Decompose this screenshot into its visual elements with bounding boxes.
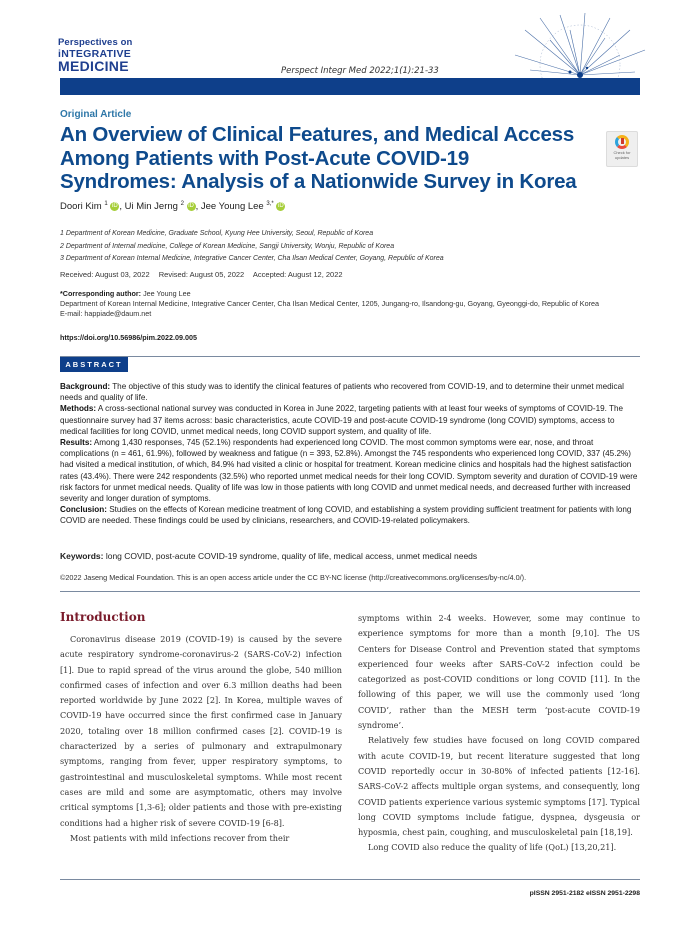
accepted-date: Accepted: August 12, 2022 [252, 270, 343, 279]
article-dates [60, 270, 350, 279]
doi-link[interactable]: https://doi.org/10.56986/pim.2022.09.005 [60, 333, 198, 342]
abstract-section-label: Results: [60, 438, 93, 448]
introduction-heading: Introduction [60, 610, 146, 624]
abstract-section-text: A cross-sectional national survey was conducted in Korea in June 2022, targeting patients with at least four weeks of symptoms of COVID-19. The questionnaire survey had 37 items across: basic characteristics, acute COVID-19 and post-acute COVID-19 syndrome (long COVID) symptoms, access to medical facilities for long COVID, unmet medical needs, long COVID support system, and quality of life. [60, 404, 624, 436]
license-text: ©2022 Jaseng Medical Foundation. This is an open access article under the CC BY-NC license (http://creativecommons.org/licenses/by-nc/4.0/). [60, 573, 527, 582]
paragraph: Relatively few studies have focused on long COVID compared with acute COVID-19, but recent literature suggested that long COVID reportedly occur in 30-80% of infected patients [12-16]. SARS-CoV-2 affects multiple organ systems, and consequently, long COVID patients experience various systemic symptoms [17]. Typical long COVID symptoms include fatigue, dyspnea, dysgeusia or hyposmia, chest pain, coughing, and musculoskeletal pain [18,19]. [358, 735, 640, 838]
article-type: Original Article [60, 109, 132, 120]
abstract-conclusion [60, 504, 640, 526]
footer-rule [60, 879, 640, 880]
keywords [60, 551, 477, 561]
journal-citation: Perspect Integr Med 2022;1(1):21-33 [281, 66, 439, 76]
affiliations [60, 228, 444, 266]
abstract-background [60, 381, 640, 403]
author-list: Doori Kim $^1$ iD , Ui Min Jerng $^2$ iD , Jee Young Lee $^{3,*}$ iD [60, 201, 284, 213]
article-title: An Overview of Clinical Features, and Medical Access Among Patients with Post-Acute COVID-19 Syndromes: Analysis of a Nationwide Survey in Korea [60, 123, 577, 193]
abstract-section-label: Background: [60, 382, 111, 391]
corresponding-label: *Corresponding author: [60, 289, 142, 298]
abstract-section-text: Studies on the effects of Korean medicine treatment of long COVID, and establishing a system providing sufficient treatment for patients with long COVID are needed. These findings could be used by clinicians, researchers, and COVID-19-related policymakers. [60, 505, 632, 526]
affiliation: 2 Department of Internal medicine, College of Korean Medicine, Sangji University, Wonju, Republic of Korea [60, 242, 395, 250]
abstract-methods [60, 403, 640, 437]
orcid-icon[interactable]: iD [111, 203, 118, 209]
issn-text: pISSN 2951-2182 eISSN 2951-2298 [529, 890, 640, 897]
revised-date: Revised: August 05, 2022 [158, 270, 245, 279]
corresponding-email[interactable]: E-mail: happiade@daum.net [60, 309, 152, 318]
logo-line-1: Perspectives on [58, 37, 133, 48]
keywords-text: long COVID, post-acute COVID-19 syndrome, quality of life, medical access, unmet medical needs [103, 551, 478, 561]
abstract-section-text: The objective of this study was to identify the clinical features of patients who recovered from COVID-19, and to determine their unmet medical needs and quality of life. [60, 382, 624, 403]
orcid-icon[interactable]: iD [188, 203, 194, 209]
right-column [358, 611, 640, 856]
corresponding-author-block [60, 289, 650, 319]
affiliation: 1 Department of Korean Medicine, Graduate School, Kyung Hee University, Seoul, Republic of Korea [60, 230, 374, 237]
paragraph: symptoms within 2-4 weeks. However, some may continue to experience symptoms for more than a month [9,10]. The US Centers for Disease Control and Prevention stated that symptoms experienced four weeks after SARS-CoV-2 infection could be categorized as post-COVID conditions or long COVID [11]. In the following of this paper, we will use the commonly used ‘long COVID’, rather than the MESH term ‘post-acute COVID-19 syndrome’. [358, 613, 640, 731]
paragraph: Most patients with mild infections recover from their [70, 832, 290, 843]
logo-line-2: iNTEGRATIVE [58, 47, 132, 60]
corresponding-name: Jee Young Lee [143, 289, 191, 298]
orcid-icon[interactable]: iD [278, 203, 284, 209]
abstract-section-label: Conclusion: [60, 505, 107, 515]
check-for-updates-button[interactable] [606, 131, 638, 167]
abstract-bottom-rule [60, 591, 640, 592]
abstract-section-label: Methods: [60, 404, 97, 414]
paragraph: Coronavirus disease 2019 (COVID-19) is caused by the severe acute respiratory syndrome-coronavirus-2 (SARS-CoV-2) infection [1]. Due to rapid spread of the virus around the globe, 540 million confirmed cases of infection and over 6.3 million deaths had been reported worldwide by June 2022 [2]. In Korea, multiple waves of COVID-19 have occurred since the first confirmed case in January 2020, totaling over 18 million confirmed cases [2]. COVID-19 is characterized by a series of pulmonary and extrapulmonary symptoms, ranging from fever, upper respiratory symptoms, to gastrointestinal and musculoskeletal symptoms. While most recent cases are mild and some are asymptomatic, others may involve critical symptoms [1,3-6]; older patients and those with pre-existing conditions had a higher risk of severe COVID-19 [6-8]. [60, 634, 342, 828]
journal-logo [58, 38, 132, 73]
check-for-updates-label: Check for updates [613, 150, 631, 160]
corresponding-address: Department of Korean Internal Medicine, Integrative Cancer Center, Cha Ilsan Medical Center, 1205, Jungang-ro, Ilsandong-gu, Goyang, Gyeonggi-do, Republic of Korea [60, 299, 599, 308]
abstract-section-text: Among 1,430 responses, 745 (52.1%) respondents had experienced long COVID. The most common symptoms were ear, nose, and throat complications (n = 461, 61.9%), followed by weakness and fatigue (n = 393, 52.8%). Amongst the 745 respondents who experienced long COVID, 337 (45.2%) had visited a medical institution, of which, 84.9% had visited a clinic or hospital for treatment. Korean medicine clinics and hospitals had the highest satisfaction rates (43.4%). There were 242 respondents (32.5%) who reported unmet medical needs for their long COVID. Symptom severity and duration of COVID-19 were risk factors for unmet medical needs. Quality of life was low in those patients with long COVID and unmet medical needs, and decreased further with increased severity and longer duration of symptoms. [60, 438, 638, 504]
keywords-label: Keywords: [60, 551, 104, 561]
decorative-burst-graphic [505, 10, 655, 85]
author-name: Jee Young Lee [200, 201, 264, 213]
abstract-body [60, 381, 640, 527]
author-name: Doori Kim [60, 201, 102, 213]
header-bar [60, 78, 640, 95]
author-name: Ui Min Jerng [124, 201, 178, 213]
author-affil-sup: 3,* [266, 201, 274, 207]
abstract-results [60, 437, 640, 504]
left-column [60, 632, 342, 846]
affiliation: 3 Department of Korean Internal Medicine, Integrative Cancer Center, Cha Ilsan Medical Center, Goyang, Republic of Korea [60, 255, 444, 262]
received-date: Received: August 03, 2022 [60, 270, 150, 279]
paragraph: Long COVID also reduce the quality of life (QoL) [13,20,21]. [368, 842, 617, 853]
abstract-tag: ABSTRACT [60, 357, 128, 372]
crossmark-icon [615, 135, 629, 149]
logo-line-3: MEDICINE [58, 58, 129, 74]
author-affil-sup: 2 [180, 201, 184, 207]
abstract-top-rule [60, 356, 640, 357]
author-affil-sup: 1 [104, 201, 108, 207]
